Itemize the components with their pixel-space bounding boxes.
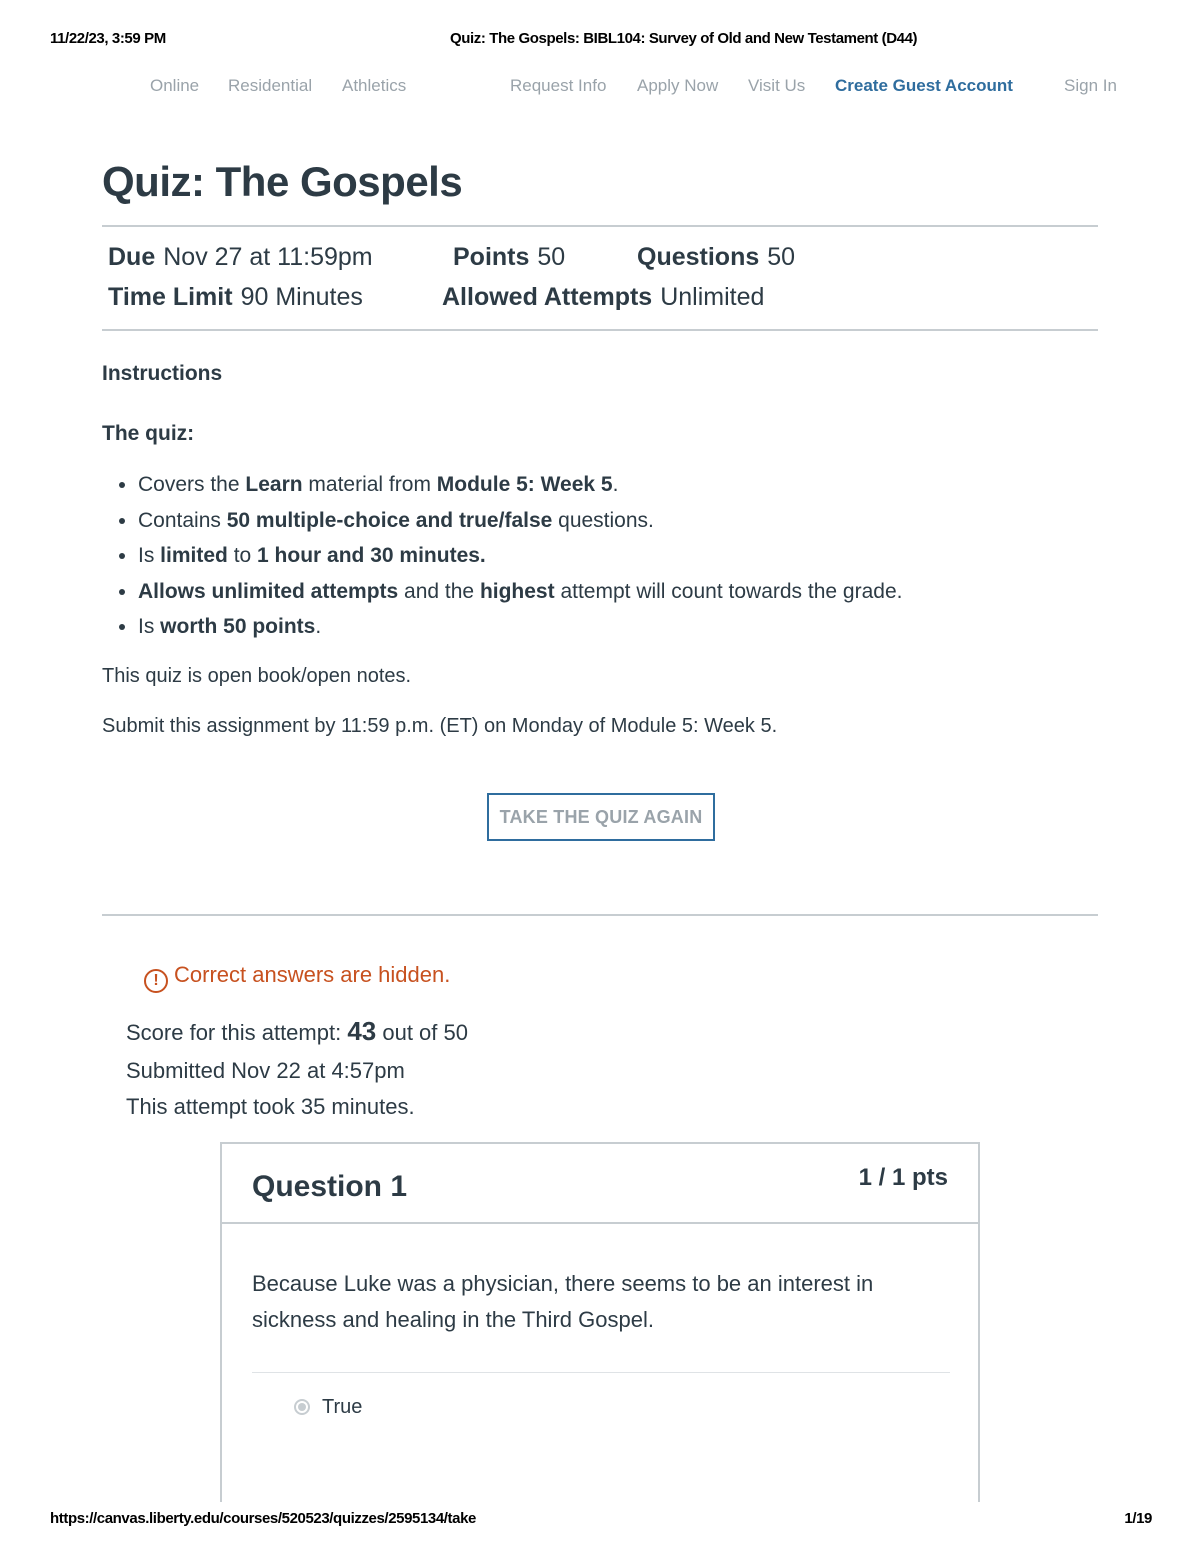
instructions-subheading: The quiz: <box>102 422 195 445</box>
nav-athletics[interactable]: Athletics <box>342 76 407 95</box>
nav-visit-us[interactable]: Visit Us <box>748 76 806 95</box>
answer-option-true <box>294 1396 362 1419</box>
answers-hidden-notice <box>144 962 450 993</box>
question-text: Because Luke was a physician, there seems to be an interest in sickness and healing in the Third Gospel. <box>252 1271 874 1332</box>
answers-hidden-text: Correct answers are hidden. <box>174 962 451 987</box>
list-item: • Is limited to 1 hour and 30 minutes. <box>138 541 902 577</box>
header-divider-bottom <box>102 329 1098 331</box>
answer-label: True <box>322 1396 363 1418</box>
questions-label: Questions <box>637 243 760 271</box>
question-divider <box>252 1372 950 1373</box>
instructions-heading: Instructions <box>102 362 223 385</box>
questions-value: 50 <box>767 243 796 271</box>
print-page-number: 1/19 <box>1124 1510 1152 1527</box>
due-date <box>108 243 373 272</box>
print-page-title: Quiz: The Gospels: BIBL104: Survey of Old and New Testament (D44) <box>450 30 918 47</box>
question-title: Question 1 <box>252 1170 408 1203</box>
attempt-score: Score for this attempt: 43 out of 50 <box>126 1016 468 1046</box>
instructions-list <box>102 470 902 648</box>
print-url: https://canvas.liberty.edu/courses/520523/quizzes/2595134/take <box>50 1510 476 1527</box>
list-item: • Is worth 50 points. <box>138 612 902 648</box>
page-title: Quiz: The Gospels <box>102 158 463 205</box>
attempt-submitted: Submitted Nov 22 at 4:57pm <box>126 1058 405 1083</box>
points-label: Points <box>453 243 530 271</box>
time-limit-label: Time Limit <box>108 283 233 311</box>
print-footer <box>50 1510 1152 1530</box>
take-quiz-again-button[interactable]: TAKE THE QUIZ AGAIN <box>487 793 715 841</box>
nav-create-guest-account[interactable]: Create Guest Account <box>835 76 1013 95</box>
print-header <box>50 30 1152 50</box>
header-divider-top <box>102 225 1098 227</box>
due-value: Nov 27 at 11:59pm <box>163 243 373 271</box>
list-item: • Covers the Learn material from Module 5: Week 5. <box>138 470 902 506</box>
time-limit-value: 90 Minutes <box>240 283 363 311</box>
list-item: • Contains 50 multiple-choice and true/false questions. <box>138 506 902 542</box>
allowed-attempts-label: Allowed Attempts <box>442 283 653 311</box>
question-points: 1 / 1 pts <box>858 1164 948 1191</box>
nav-apply-now[interactable]: Apply Now <box>637 76 719 95</box>
question-header <box>222 1144 978 1224</box>
top-nav <box>0 76 1200 100</box>
nav-request-info[interactable]: Request Info <box>510 76 607 95</box>
points <box>453 243 565 272</box>
nav-residential[interactable]: Residential <box>228 76 313 95</box>
list-item: • Allows unlimited attempts and the highest attempt will count towards the grade. <box>138 577 902 613</box>
score-value: 43 <box>347 1016 377 1046</box>
open-book-note: This quiz is open book/open notes. <box>102 665 412 687</box>
allowed-attempts <box>442 283 764 312</box>
question-card <box>220 1142 980 1502</box>
attempt-duration: This attempt took 35 minutes. <box>126 1094 415 1119</box>
allowed-attempts-value: Unlimited <box>660 283 765 311</box>
questions <box>637 243 795 272</box>
submission-deadline-note: Submit this assignment by 11:59 p.m. (ET) on Monday of Module 5: Week 5. <box>102 715 778 737</box>
attempt-divider <box>102 914 1098 916</box>
due-label: Due <box>108 243 156 271</box>
points-value: 50 <box>537 243 566 271</box>
time-limit <box>108 283 363 312</box>
print-timestamp: 11/22/23, 3:59 PM <box>50 30 166 47</box>
warning-icon: ! <box>144 969 168 993</box>
nav-online[interactable]: Online <box>150 76 200 95</box>
radio-selected-icon <box>294 1399 310 1415</box>
nav-sign-in[interactable]: Sign In <box>1064 76 1117 95</box>
